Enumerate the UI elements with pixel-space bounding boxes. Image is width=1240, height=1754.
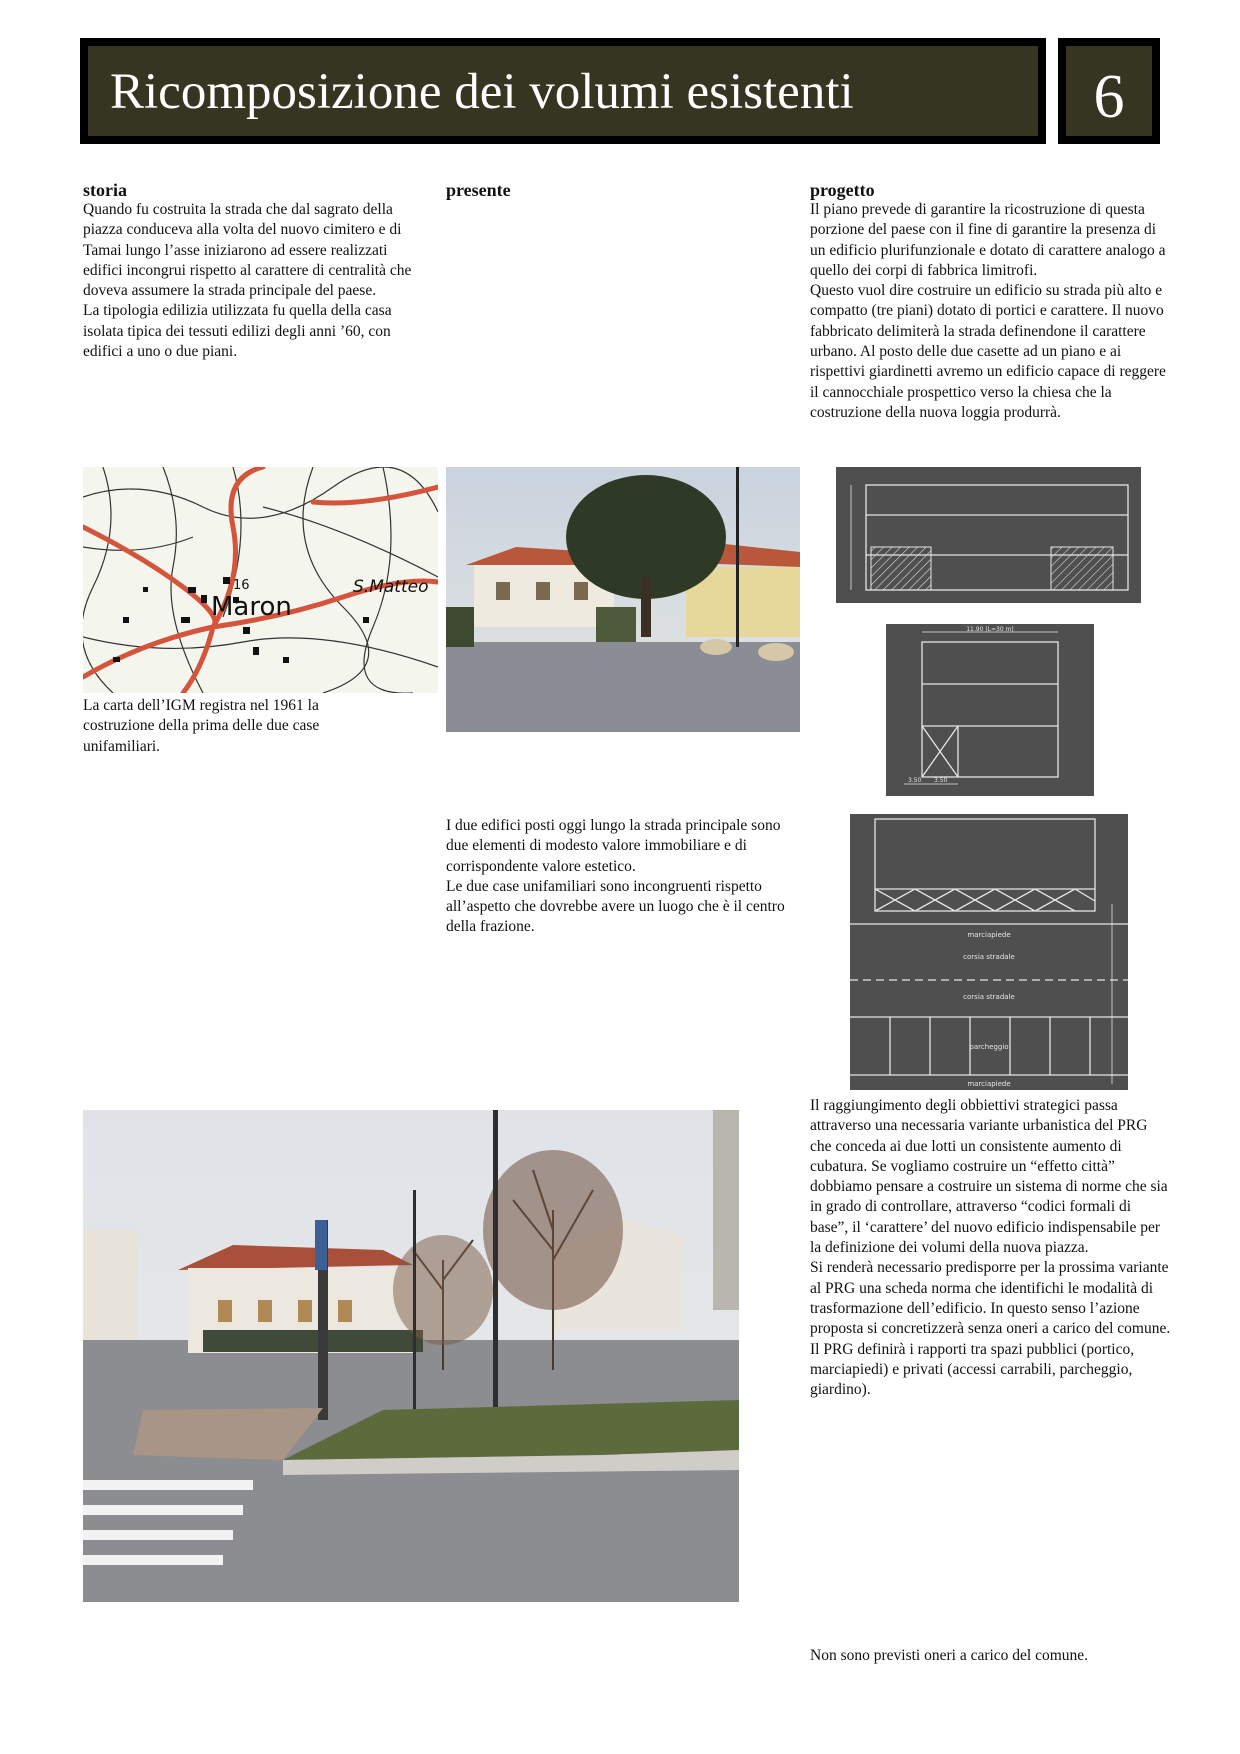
elevation-drawing	[836, 467, 1141, 603]
plan-label-sidewalk-top: marciapiede	[967, 931, 1011, 939]
storia-paragraph-1: Quando fu costruita la strada che dal sagrato della piazza conduceva alla volta del nuovo cimitero e di Tamai lungo l’asse iniziarono ad essere realizzati edifici incongrui rispetto al carattere di centralità che doveva assumere la strada principale del paese.	[83, 201, 412, 300]
heading-presente: presente	[446, 180, 511, 200]
progetto-paragraph-3: Il raggiungimento degli obbiettivi strategici passa attraverso una necessaria variante urbanistica del PRG che conceda ai due lotti un consistente aumento di cubatura. Se vogliamo costruire un “effetto città” dobbiamo pensare a costruire un sistema di norme che sia in grado di controllare, attraverso “codici formali di base”, il ‘carattere’ del nuovo edificio indispensabile per la definizione dei volumi della nuova piazza.	[810, 1097, 1168, 1257]
map-label-maron: Maron	[211, 592, 292, 622]
page-number-box	[1058, 38, 1160, 144]
section-width-label: 11.90 (L=30 m)	[966, 626, 1014, 633]
storia-paragraph-2: La tipologia edilizia utilizzata fu quella della casa isolata tipica dei tessuti edilizi degli anni ’60, con edifici a uno o due piani.	[83, 302, 392, 361]
presente-paragraph-1: I due edifici posti oggi lungo la strada principale sono due elementi di modesto valore immobiliare e di corrispondente valore estetico.	[446, 817, 781, 875]
presente-text	[446, 816, 806, 938]
storia-text	[83, 200, 423, 362]
map-label-s-matteo: S.Matteo	[353, 577, 429, 597]
igm-map-image	[83, 467, 438, 693]
closing-note: Non sono previsti oneri a carico del comune.	[810, 1647, 1089, 1664]
progetto-text-bottom	[810, 1096, 1172, 1400]
street-photo	[83, 1110, 739, 1602]
progetto-paragraph-2: Questo vuol dire costruire un edificio su strada più alto e compatto (tre piani) dotato di portici e carattere. Il nuovo fabbricato delimiterà la strada definendone il carattere urbano. Al posto delle due casette ad un piano e ai rispettivi giardinetti avremo un edificio capace di reggere il cannocchiale prospettico verso la chiesa che la costruzione della nuova loggia produrrà.	[810, 282, 1166, 421]
plan-label-sidewalk-bottom: marciapiede	[967, 1080, 1011, 1088]
progetto-paragraph-1: Il piano prevede di garantire la ricostruzione di questa porzione del paese con il fine di garantire la presenza di un edificio plurifunzionale e dotato di carattere analogo a quello dei corpi di fabbrica limitrofi.	[810, 201, 1166, 279]
plan-label-lane-1: corsia stradale	[963, 953, 1015, 961]
dim-label-1: 3.50	[908, 777, 922, 784]
presente-paragraph-2: Le due case unifamiliari sono incongruenti rispetto all’aspetto che dovrebbe avere un luogo che è il centro della frazione.	[446, 877, 785, 936]
plan-label-parking: parcheggio	[969, 1043, 1009, 1051]
plan-label-lane-2: corsia stradale	[963, 993, 1015, 1001]
progetto-paragraph-4: Si renderà necessario predisporre per la prossima variante al PRG una scheda norma che identifichi le modalità di trasformazione dell’edificio. In questo senso l’azione proposta si concretizzerà senza oneri a carico del comune. Il PRG definirà i rapporti tra spazi pubblici (portico, marciapiedi) e privati (accessi carrabili, parcheggio, giardino).	[810, 1259, 1171, 1399]
map-label-elevation: 16	[233, 578, 250, 593]
page-number: 6	[1093, 63, 1125, 131]
section-drawing	[886, 624, 1094, 796]
dim-label-2: 3.50	[934, 777, 948, 784]
heading-progetto: progetto	[810, 180, 875, 200]
map-caption: La carta dell’IGM registra nel 1961 la costruzione della prima delle due case unifamiliari.	[83, 697, 320, 755]
heading-storia: storia	[83, 180, 127, 200]
title-banner	[80, 38, 1046, 144]
plan-drawing	[850, 814, 1128, 1090]
page-title: Ricomposizione dei volumi esistenti	[110, 64, 854, 120]
progetto-text-top	[810, 200, 1172, 423]
present-houses-photo	[446, 467, 800, 732]
